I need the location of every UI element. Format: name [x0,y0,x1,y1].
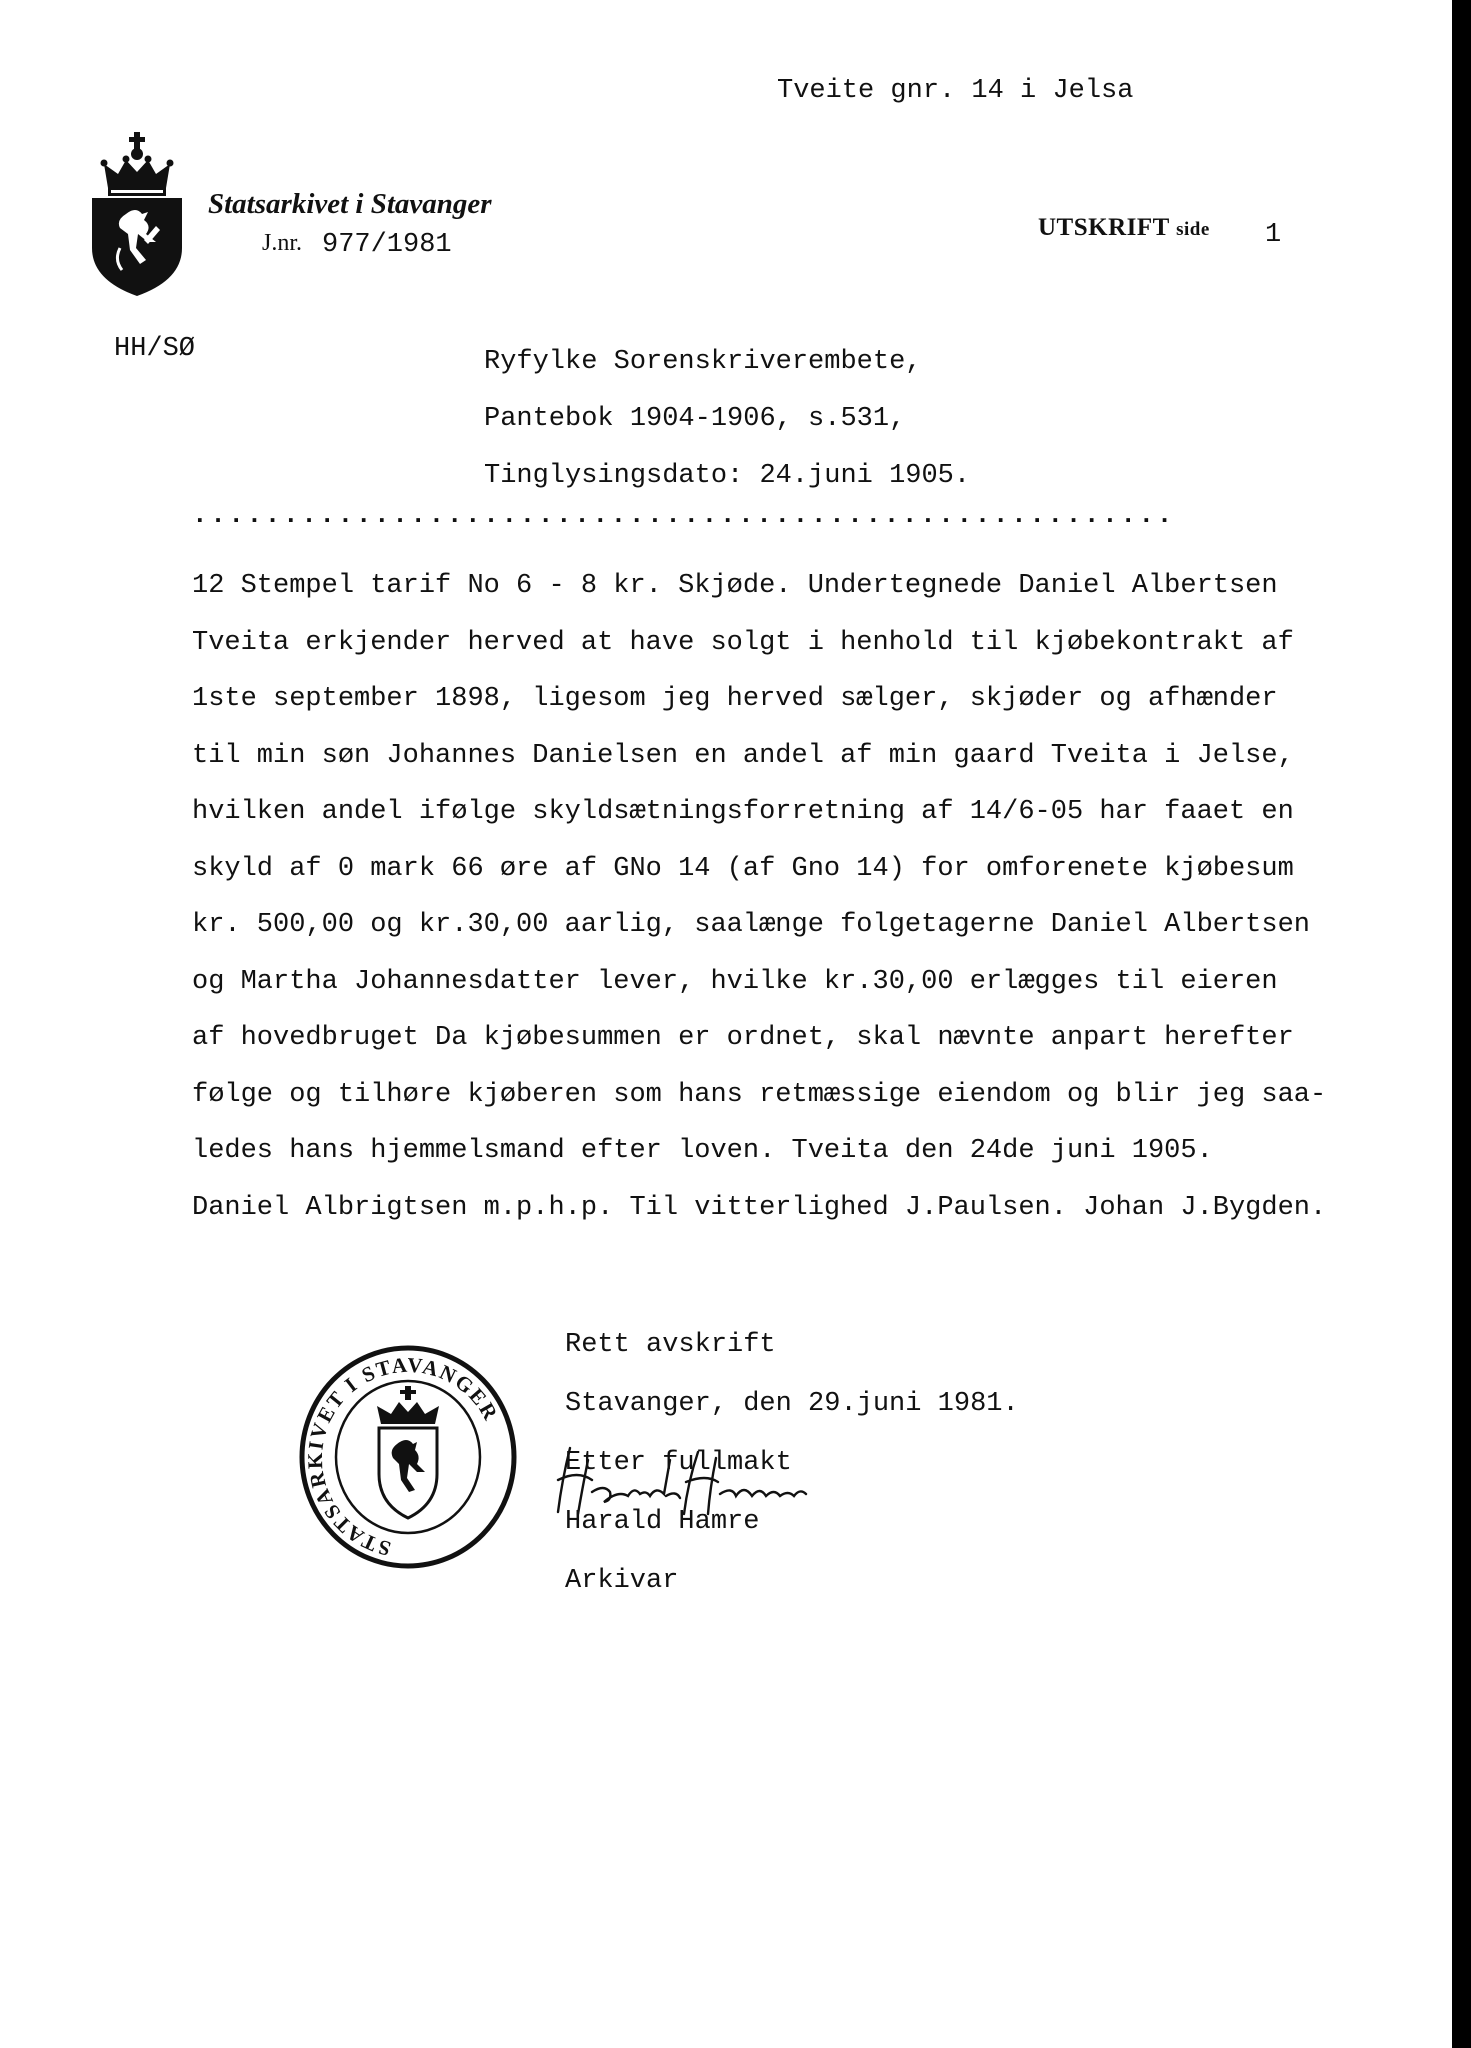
text-line: skyld af 0 mark 66 øre af GNo 14 (af Gno 14) for omforenete kjøbesum [192,853,1294,884]
source-reference [484,334,970,505]
dotted-separator: ...................................................... [192,500,1175,530]
handwritten-signature [548,1440,813,1520]
text-line: hvilken andel ifølge skyldsætningsforretning af 14/6-05 har faaet en [192,797,1294,827]
text-line: af hovedbruget Da kjøbesummen er ordnet, skal nævnte anpart herefter [192,1023,1294,1053]
text-line: 1ste september 1898, ligesom jeg herved sælger, skjøder og afhænder [192,684,1278,714]
text-line: og Martha Johannesdatter lever, hvilke kr.30,00 erlægges til eieren [192,966,1278,997]
certified-copy-line: Rett avskrift [565,1330,776,1360]
text-line: Daniel Albrigtsen m.p.h.p. Til vitterlighed J.Paulsen. Johan J.Bygden. [192,1192,1327,1223]
place-date-line: Stavanger, den 29.juni 1981. [565,1389,1019,1419]
text-line: 12 Stempel tarif No 6 - 8 kr. Skjøde. Undertegnede Daniel Albertsen [192,571,1278,601]
signer-name: Harald Hamre [565,1507,760,1537]
utskrift-label: UTSKRIFT [1038,214,1170,241]
text-line: Tveita erkjender herved at have solgt i henhold til kjøbekontrakt af [192,627,1294,658]
signer-title: Arkivar [565,1566,679,1596]
transcript-heading [1038,214,1210,242]
text-line: kr. 500,00 og kr.30,00 aarlig, saalænge folgetagerne Daniel Albertsen [192,910,1310,940]
text-line: ledes hans hjemmelsmand efter loven. Tveita den 24de juni 1905. [192,1136,1213,1166]
text-line: følge og tilhøre kjøberen som hans retmæssige eiendom og blir jeg saa- [192,1079,1327,1110]
authority-line: Etter fullmakt [565,1448,792,1478]
archive-seal-stamp [297,1344,519,1570]
text-line: til min søn Johannes Danielsen en andel af min gaard Tveita i Jelse, [192,740,1294,771]
side-label: side [1176,219,1210,240]
svg-text:STATSARKIVET I STAVANGER: STATSARKIVET I STAVANGER [302,1352,504,1562]
author-initials: HH/SØ [114,334,196,364]
registration-date: Tinglysingsdato: 24.juni 1905. [484,461,971,491]
source-book: Pantebok 1904-1906, s.531, [484,404,906,434]
property-reference: Tveite gnr. 14 i Jelsa [777,76,1134,106]
journal-number-value: 977/1981 [322,230,452,260]
coat-of-arms-icon [86,130,188,298]
institution-name: Statsarkivet i Stavanger [208,188,492,220]
journal-number-label: J.nr. [262,230,303,256]
source-office: Ryfylke Sorenskriverembete, [484,347,922,377]
deed-text [192,558,1432,1236]
page-number: 1 [1265,220,1282,250]
